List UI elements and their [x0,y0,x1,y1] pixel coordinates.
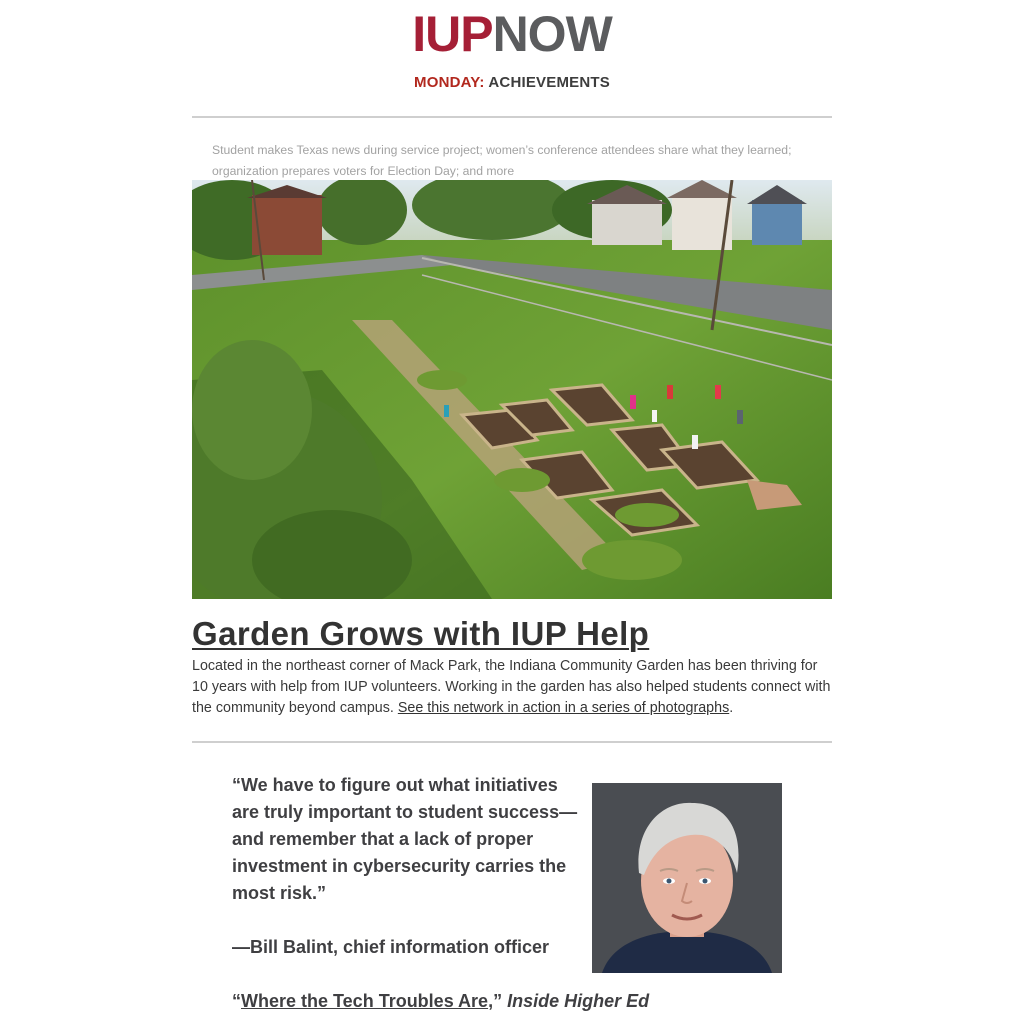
feature-body-text: Located in the northeast corner of Mack Park, the Indiana Community Garden has been thriving for 10 years with help from IUP volunteers. Working in the garden has also helped students connect with the community beyond campus. [192,658,831,716]
feature-headline[interactable]: Garden Grows with IUP Help [192,615,650,652]
issue-summary: Student makes Texas news during service project; women’s conference attendees share what they learned; organization prepares voters for Election Day; and more [212,143,792,179]
feature-body [192,656,837,719]
source-publication: Inside Higher Ed [507,991,650,1011]
iupnow-logo[interactable] [0,6,1024,62]
photo-series-link[interactable]: See this network in action in a series of photographs [397,700,730,716]
issue-day: MONDAY: [414,74,485,91]
quote-source [232,988,792,1015]
logo-now: NOW [492,6,612,62]
feature-body-trailing: . [729,700,734,716]
issue-section: ACHIEVEMENTS [488,74,610,91]
source-close-quote: ,” [488,991,508,1011]
logo-iup: IUP [412,6,493,62]
divider-top [192,116,832,118]
quote-attribution: —Bill Balint, chief information officer [232,937,550,957]
issue-dayline [0,73,1024,93]
pull-quote: “We have to figure out what initiatives are truly important to student success—and remember that a lack of proper investment in cybersecurity carries the most risk.” [232,775,578,903]
source-article-link[interactable]: Where the Tech Troubles Are [241,991,489,1011]
garden-hero-image[interactable] [192,180,832,599]
source-open-quote: “ [232,991,241,1011]
divider-middle [192,741,832,743]
bill-balint-portrait [592,783,782,973]
